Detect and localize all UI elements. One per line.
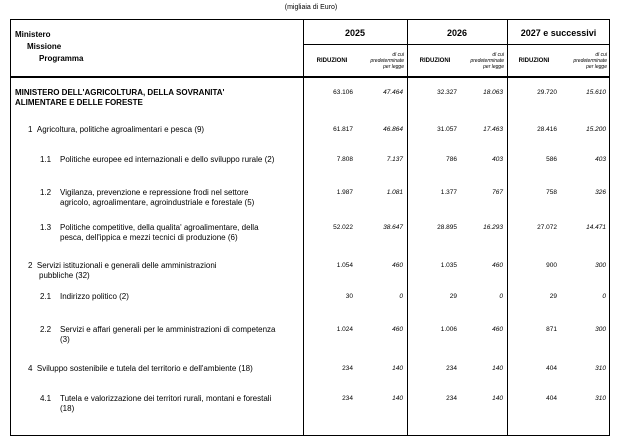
cell-value: 7.808 [336, 156, 353, 163]
row-label-mission-4: 4 Sviluppo sostenibile e tutela del territorio e dell'ambiente (18) [28, 364, 253, 373]
subheader-predeterminate-2026: di cui predeterminate per legge [470, 52, 504, 70]
cell-value: 28.895 [437, 224, 457, 231]
unit-note: (migliaia di Euro) [284, 4, 338, 11]
cell-value: 16.293 [483, 224, 503, 231]
row-label-program-2-1: 2.1 Indirizzo politico (2) [40, 292, 129, 301]
cell-value: 0 [499, 293, 503, 300]
cell-value: 786 [446, 156, 457, 163]
cell-value: 403 [595, 156, 606, 163]
row-label-mission-2: 2 Servizi istituzionali e generali delle amministrazioni pubbliche (32) [28, 261, 217, 280]
row-label-program-1-3: 1.3 Politiche competitive, della qualita' agroalimentare, della pesca, dell'ippica e mezzi tecnici di produzione (6) [40, 223, 259, 242]
cell-value: 31.057 [437, 126, 457, 133]
cell-value: 1.035 [440, 262, 457, 269]
cell-value: 1.006 [440, 326, 457, 333]
cell-value: 310 [595, 395, 606, 402]
cell-value: 140 [492, 365, 503, 372]
cell-value: 27.072 [537, 224, 557, 231]
header-programma: Programma [39, 54, 84, 63]
row-label-program-2-2: 2.2 Servizi e affari generali per le amministrazioni di competenza (3) [40, 325, 276, 344]
cell-value: 234 [342, 395, 353, 402]
cell-value: 18.063 [483, 89, 503, 96]
cell-value: 15.610 [586, 89, 606, 96]
cell-value: 32.327 [437, 89, 457, 96]
year-divider [303, 44, 610, 45]
cell-value: 234 [446, 395, 457, 402]
cell-value: 460 [492, 262, 503, 269]
year-2025: 2025 [344, 28, 366, 38]
cell-value: 61.817 [333, 126, 353, 133]
cell-value: 38.647 [383, 224, 403, 231]
subheader-riduzioni-2027: RIDUZIONI [518, 58, 550, 64]
cell-value: 0 [602, 293, 606, 300]
cell-value: 767 [492, 189, 503, 196]
cell-value: 1.987 [336, 189, 353, 196]
cell-value: 28.416 [537, 126, 557, 133]
cell-value: 17.463 [483, 126, 503, 133]
header-divider [10, 76, 610, 78]
cell-value: 52.022 [333, 224, 353, 231]
cell-value: 15.200 [586, 126, 606, 133]
cell-value: 29 [449, 293, 457, 300]
cell-value: 326 [595, 189, 606, 196]
row-label-program-4-1: 4.1 Tutela e valorizzazione dei territori rurali, montani e forestali (18) [40, 394, 272, 413]
cell-value: 300 [595, 326, 606, 333]
cell-value: 47.464 [383, 89, 403, 96]
cell-value: 403 [492, 156, 503, 163]
cell-value: 300 [595, 262, 606, 269]
cell-value: 46.864 [383, 126, 403, 133]
cell-value: 900 [546, 262, 557, 269]
cell-value: 1.024 [336, 326, 353, 333]
cell-value: 871 [546, 326, 557, 333]
cell-value: 63.106 [333, 89, 353, 96]
cell-value: 0 [399, 293, 403, 300]
year-2026: 2026 [446, 28, 468, 38]
cell-value: 29.720 [537, 89, 557, 96]
cell-value: 29 [549, 293, 557, 300]
cell-value: 310 [595, 365, 606, 372]
cell-value: 460 [392, 262, 403, 269]
cell-value: 404 [546, 395, 557, 402]
column-divider [507, 19, 508, 436]
cell-value: 30 [345, 293, 353, 300]
cell-value: 234 [342, 365, 353, 372]
subheader-riduzioni-2026: RIDUZIONI [419, 58, 451, 64]
subheader-predeterminate-2025: di cui predeterminate per legge [370, 52, 404, 70]
cell-value: 460 [392, 326, 403, 333]
row-label-program-1-2: 1.2 Vigilanza, prevenzione e repressione frodi nel settore agricolo, agroalimentare, agroindustriale e forestale (5) [40, 188, 255, 207]
cell-value: 7.137 [386, 156, 403, 163]
cell-value: 1.054 [336, 262, 353, 269]
cell-value: 14.471 [586, 224, 606, 231]
column-divider [407, 19, 408, 436]
cell-value: 404 [546, 365, 557, 372]
cell-value: 586 [546, 156, 557, 163]
row-label-program-1-1: 1.1 Politiche europee ed internazionali e dello sviluppo rurale (2) [40, 155, 275, 164]
cell-value: 140 [392, 395, 403, 402]
subheader-riduzioni-2025: RIDUZIONI [316, 58, 348, 64]
cell-value: 460 [492, 326, 503, 333]
cell-value: 758 [546, 189, 557, 196]
subheader-predeterminate-2027: di cui predeterminate per legge [573, 52, 607, 70]
cell-value: 1.377 [440, 189, 457, 196]
cell-value: 1.081 [386, 189, 403, 196]
year-2027-plus: 2027 e successivi [520, 28, 597, 38]
cell-value: 234 [446, 365, 457, 372]
header-ministero: Ministero [15, 30, 51, 39]
cell-value: 140 [492, 395, 503, 402]
column-divider [303, 19, 304, 436]
row-label-mission-1: 1 Agricoltura, politiche agroalimentari e pesca (9) [28, 125, 205, 134]
header-missione: Missione [27, 42, 62, 51]
row-label-ministry: MINISTERO DELL'AGRICOLTURA, DELLA SOVRANITA' ALIMENTARE E DELLE FORESTE [15, 88, 225, 107]
cell-value: 140 [392, 365, 403, 372]
